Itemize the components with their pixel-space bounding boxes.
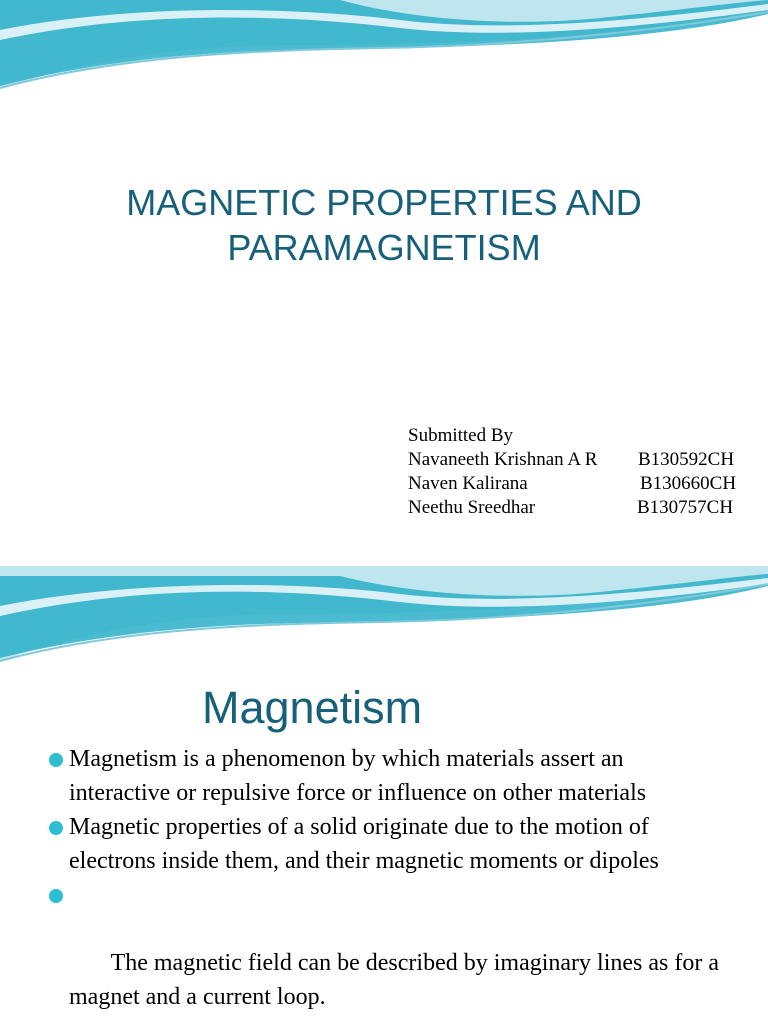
submitted-by-block — [408, 424, 737, 520]
bullet-dot-icon — [49, 821, 63, 835]
bullet-item — [0, 810, 729, 878]
title-line: MAGNETIC PROPERTIES AND — [126, 182, 642, 223]
member-row — [408, 496, 734, 520]
bullet-dot-icon — [49, 889, 63, 903]
wave-header-decoration — [0, 0, 768, 95]
member-name: Naven Kalirana — [408, 473, 528, 494]
submitted-label: Submitted By — [408, 425, 514, 446]
member-id: B130660CH — [640, 473, 737, 494]
bullet-item — [0, 742, 729, 810]
content-slide — [0, 566, 768, 1024]
member-id: B130592CH — [638, 449, 735, 470]
bullet-dot-icon — [49, 753, 63, 767]
member-id: B130757CH — [637, 497, 734, 518]
member-row — [408, 448, 735, 472]
bullet-text: Magnetism is a phenomenon by which materials assert an interactive or repulsive force or influence on other materials — [69, 746, 647, 806]
bullet-text: Magnetic properties of a solid originate due to the motion of electrons inside them, and their magnetic moments or dipoles — [69, 814, 659, 874]
slide-title — [40, 180, 728, 270]
member-name: Navaneeth Krishnan A R — [408, 449, 598, 470]
bullet-item — [0, 878, 729, 1024]
bullet-list — [0, 742, 768, 1024]
title-line: PARAMAGNETISM — [227, 227, 541, 268]
member-row — [408, 472, 737, 496]
bullet-text: The magnetic field can be described by imaginary lines as for a magnet and a current loop. — [69, 950, 725, 1010]
wave-header-decoration — [0, 566, 768, 666]
member-name: Neethu Sreedhar — [408, 497, 536, 518]
slide-heading: Magnetism — [202, 682, 423, 733]
